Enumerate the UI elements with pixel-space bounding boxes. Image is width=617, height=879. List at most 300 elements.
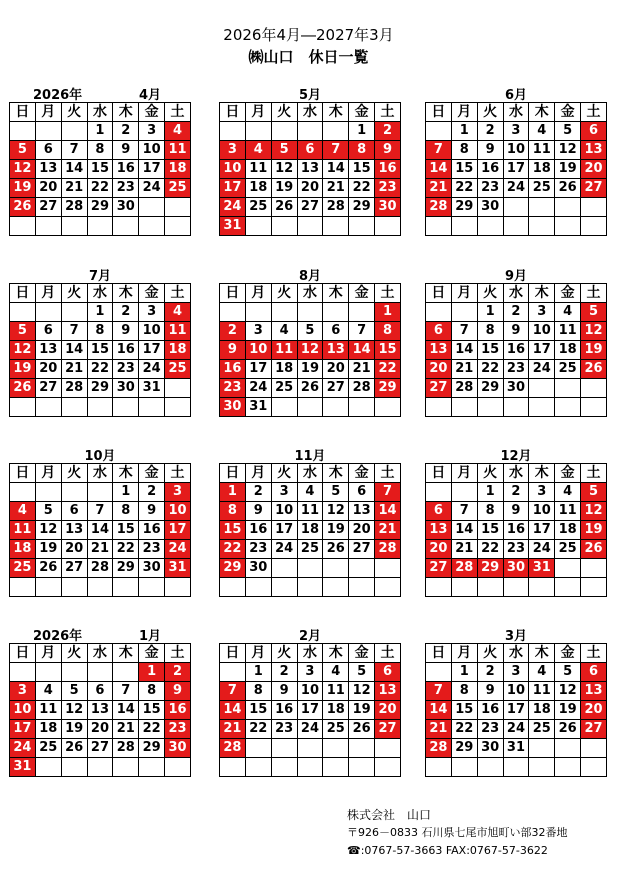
day-cell: 11 bbox=[555, 502, 581, 521]
month-table bbox=[219, 463, 401, 597]
day-cell: 1 bbox=[87, 303, 113, 322]
empty-cell bbox=[323, 122, 349, 141]
empty-cell bbox=[581, 578, 607, 597]
day-cell: 3 bbox=[245, 322, 271, 341]
empty-cell bbox=[245, 122, 271, 141]
day-cell: 14 bbox=[87, 521, 113, 540]
holiday-cell: 12 bbox=[10, 341, 36, 360]
day-cell: 10 bbox=[529, 322, 555, 341]
weekday-header: 木 bbox=[323, 464, 349, 483]
day-cell: 2 bbox=[113, 303, 139, 322]
empty-cell bbox=[35, 483, 61, 502]
month-table bbox=[425, 643, 607, 777]
holiday-cell: 26 bbox=[581, 540, 607, 559]
empty-cell bbox=[35, 663, 61, 682]
empty-cell bbox=[581, 758, 607, 777]
empty-cell bbox=[245, 578, 271, 597]
day-cell: 20 bbox=[297, 179, 323, 198]
empty-cell bbox=[113, 398, 139, 417]
holiday-cell: 1 bbox=[139, 663, 165, 682]
day-cell: 31 bbox=[245, 398, 271, 417]
empty-cell bbox=[503, 578, 529, 597]
holiday-cell: 30 bbox=[165, 739, 191, 758]
day-cell: 10 bbox=[297, 682, 323, 701]
empty-cell bbox=[426, 663, 452, 682]
day-cell: 14 bbox=[451, 521, 477, 540]
empty-cell bbox=[271, 559, 297, 578]
holiday-cell: 19 bbox=[10, 179, 36, 198]
holiday-cell: 11 bbox=[10, 521, 36, 540]
empty-cell bbox=[220, 122, 246, 141]
weekday-header: 水 bbox=[87, 464, 113, 483]
day-cell: 14 bbox=[323, 160, 349, 179]
day-cell: 6 bbox=[349, 483, 375, 502]
day-cell: 9 bbox=[477, 141, 503, 160]
day-cell: 15 bbox=[87, 160, 113, 179]
day-cell: 8 bbox=[87, 322, 113, 341]
day-cell: 4 bbox=[555, 303, 581, 322]
month-calendar bbox=[425, 625, 607, 777]
day-cell: 11 bbox=[35, 701, 61, 720]
day-cell: 30 bbox=[477, 198, 503, 217]
weekday-header: 日 bbox=[220, 103, 246, 122]
holiday-cell: 8 bbox=[220, 502, 246, 521]
empty-cell bbox=[139, 758, 165, 777]
empty-cell bbox=[113, 578, 139, 597]
day-cell: 2 bbox=[113, 122, 139, 141]
day-cell: 3 bbox=[139, 122, 165, 141]
day-cell: 11 bbox=[555, 322, 581, 341]
day-cell: 26 bbox=[349, 720, 375, 739]
holiday-cell: 9 bbox=[220, 341, 246, 360]
weekday-header: 金 bbox=[139, 284, 165, 303]
weekday-header: 月 bbox=[35, 464, 61, 483]
day-cell: 6 bbox=[323, 322, 349, 341]
holiday-cell: 15 bbox=[375, 341, 401, 360]
day-cell: 13 bbox=[349, 502, 375, 521]
empty-cell bbox=[10, 122, 36, 141]
empty-cell bbox=[555, 559, 581, 578]
day-cell: 3 bbox=[271, 483, 297, 502]
month-table bbox=[219, 643, 401, 777]
day-cell: 2 bbox=[139, 483, 165, 502]
holiday-cell: 22 bbox=[220, 540, 246, 559]
empty-cell bbox=[529, 398, 555, 417]
day-cell: 16 bbox=[245, 521, 271, 540]
holiday-cell: 9 bbox=[165, 682, 191, 701]
month-calendar bbox=[425, 265, 607, 417]
day-cell: 8 bbox=[477, 322, 503, 341]
day-cell: 17 bbox=[139, 160, 165, 179]
day-cell: 15 bbox=[87, 341, 113, 360]
weekday-header: 土 bbox=[581, 644, 607, 663]
holiday-cell: 4 bbox=[10, 502, 36, 521]
weekday-header: 土 bbox=[165, 284, 191, 303]
day-cell: 2 bbox=[503, 303, 529, 322]
day-cell: 8 bbox=[87, 141, 113, 160]
day-cell: 24 bbox=[529, 360, 555, 379]
empty-cell bbox=[349, 303, 375, 322]
day-cell: 24 bbox=[503, 179, 529, 198]
holiday-cell: 28 bbox=[220, 739, 246, 758]
empty-cell bbox=[271, 303, 297, 322]
weekday-header: 火 bbox=[61, 103, 87, 122]
empty-cell bbox=[61, 663, 87, 682]
holiday-cell: 16 bbox=[165, 701, 191, 720]
month-header bbox=[9, 625, 191, 643]
weekday-header: 火 bbox=[477, 644, 503, 663]
empty-cell bbox=[220, 663, 246, 682]
day-cell: 16 bbox=[503, 521, 529, 540]
day-cell: 4 bbox=[555, 483, 581, 502]
empty-cell bbox=[451, 303, 477, 322]
weekday-header: 日 bbox=[220, 644, 246, 663]
weekday-header: 水 bbox=[297, 284, 323, 303]
holiday-cell: 6 bbox=[426, 502, 452, 521]
day-cell: 21 bbox=[87, 540, 113, 559]
holiday-cell: 7 bbox=[220, 682, 246, 701]
weekday-header: 土 bbox=[165, 464, 191, 483]
empty-cell bbox=[61, 758, 87, 777]
day-cell: 7 bbox=[451, 502, 477, 521]
day-cell: 22 bbox=[139, 720, 165, 739]
weekday-header: 火 bbox=[477, 103, 503, 122]
weekday-header: 木 bbox=[323, 284, 349, 303]
weekday-header: 火 bbox=[61, 644, 87, 663]
holiday-cell: 2 bbox=[375, 122, 401, 141]
day-cell: 5 bbox=[349, 663, 375, 682]
empty-cell bbox=[555, 758, 581, 777]
weekday-header: 木 bbox=[323, 103, 349, 122]
holiday-cell: 11 bbox=[271, 341, 297, 360]
empty-cell bbox=[87, 758, 113, 777]
day-cell: 28 bbox=[113, 739, 139, 758]
empty-cell bbox=[477, 398, 503, 417]
month-table bbox=[9, 283, 191, 417]
month-table bbox=[9, 463, 191, 597]
day-cell: 29 bbox=[451, 739, 477, 758]
empty-cell bbox=[451, 398, 477, 417]
holiday-cell: 21 bbox=[375, 521, 401, 540]
day-cell: 24 bbox=[139, 360, 165, 379]
holiday-cell: 14 bbox=[426, 160, 452, 179]
empty-cell bbox=[349, 739, 375, 758]
month-label: 3月 bbox=[504, 629, 528, 644]
day-cell: 28 bbox=[61, 198, 87, 217]
month-header bbox=[425, 265, 607, 283]
day-cell: 27 bbox=[297, 198, 323, 217]
holiday-cell: 28 bbox=[451, 559, 477, 578]
day-cell: 22 bbox=[87, 360, 113, 379]
month-label: 5月 bbox=[298, 88, 322, 103]
month-header bbox=[219, 84, 401, 102]
day-cell: 5 bbox=[297, 322, 323, 341]
day-cell: 30 bbox=[113, 379, 139, 398]
empty-cell bbox=[477, 758, 503, 777]
holiday-cell: 23 bbox=[165, 720, 191, 739]
empty-cell bbox=[245, 217, 271, 236]
holiday-cell: 7 bbox=[375, 483, 401, 502]
day-cell: 20 bbox=[35, 360, 61, 379]
weekday-header: 土 bbox=[375, 103, 401, 122]
empty-cell bbox=[529, 217, 555, 236]
month-header bbox=[425, 445, 607, 463]
month-table bbox=[425, 283, 607, 417]
holiday-cell: 14 bbox=[426, 701, 452, 720]
day-cell: 1 bbox=[113, 483, 139, 502]
day-cell: 14 bbox=[61, 160, 87, 179]
day-cell: 21 bbox=[451, 540, 477, 559]
holiday-cell: 19 bbox=[10, 360, 36, 379]
day-cell: 28 bbox=[451, 379, 477, 398]
holiday-cell: 1 bbox=[220, 483, 246, 502]
day-cell: 18 bbox=[323, 701, 349, 720]
day-cell: 19 bbox=[349, 701, 375, 720]
day-cell: 1 bbox=[451, 663, 477, 682]
empty-cell bbox=[451, 578, 477, 597]
holiday-cell: 22 bbox=[375, 360, 401, 379]
holiday-cell: 9 bbox=[375, 141, 401, 160]
day-cell: 16 bbox=[477, 701, 503, 720]
day-cell: 20 bbox=[35, 179, 61, 198]
day-cell: 28 bbox=[349, 379, 375, 398]
empty-cell bbox=[503, 398, 529, 417]
empty-cell bbox=[349, 398, 375, 417]
day-cell: 22 bbox=[245, 720, 271, 739]
day-cell: 23 bbox=[139, 540, 165, 559]
holiday-cell: 24 bbox=[165, 540, 191, 559]
weekday-header: 火 bbox=[271, 284, 297, 303]
empty-cell bbox=[297, 398, 323, 417]
day-cell: 12 bbox=[35, 521, 61, 540]
day-cell: 22 bbox=[477, 360, 503, 379]
weekday-header: 木 bbox=[529, 644, 555, 663]
day-cell: 5 bbox=[323, 483, 349, 502]
empty-cell bbox=[245, 739, 271, 758]
empty-cell bbox=[297, 578, 323, 597]
weekday-header: 金 bbox=[555, 284, 581, 303]
day-cell: 3 bbox=[297, 663, 323, 682]
day-cell: 19 bbox=[555, 701, 581, 720]
day-cell: 10 bbox=[503, 682, 529, 701]
day-cell: 9 bbox=[271, 682, 297, 701]
empty-cell bbox=[375, 739, 401, 758]
empty-cell bbox=[323, 559, 349, 578]
weekday-header: 木 bbox=[529, 464, 555, 483]
day-cell: 9 bbox=[113, 322, 139, 341]
empty-cell bbox=[375, 758, 401, 777]
day-cell: 29 bbox=[87, 379, 113, 398]
empty-cell bbox=[10, 398, 36, 417]
weekday-header: 日 bbox=[426, 644, 452, 663]
empty-cell bbox=[375, 217, 401, 236]
empty-cell bbox=[555, 217, 581, 236]
day-cell: 23 bbox=[477, 179, 503, 198]
month-header bbox=[219, 625, 401, 643]
weekday-header: 土 bbox=[165, 644, 191, 663]
day-cell: 22 bbox=[87, 179, 113, 198]
holiday-cell: 29 bbox=[375, 379, 401, 398]
day-cell: 28 bbox=[323, 198, 349, 217]
weekday-header: 金 bbox=[139, 644, 165, 663]
holiday-cell: 11 bbox=[165, 141, 191, 160]
day-cell: 18 bbox=[245, 179, 271, 198]
day-cell: 1 bbox=[349, 122, 375, 141]
day-cell: 26 bbox=[35, 559, 61, 578]
holiday-cell: 21 bbox=[220, 720, 246, 739]
holiday-cell: 10 bbox=[220, 160, 246, 179]
empty-cell bbox=[297, 303, 323, 322]
day-cell: 10 bbox=[271, 502, 297, 521]
month-calendar bbox=[425, 445, 607, 597]
empty-cell bbox=[35, 758, 61, 777]
weekday-header: 月 bbox=[451, 284, 477, 303]
holiday-cell: 6 bbox=[581, 663, 607, 682]
day-cell: 9 bbox=[139, 502, 165, 521]
empty-cell bbox=[10, 303, 36, 322]
empty-cell bbox=[87, 663, 113, 682]
day-cell: 24 bbox=[503, 720, 529, 739]
day-cell: 23 bbox=[245, 540, 271, 559]
weekday-header: 日 bbox=[426, 103, 452, 122]
weekday-header: 火 bbox=[271, 103, 297, 122]
day-cell: 29 bbox=[477, 379, 503, 398]
day-cell: 30 bbox=[113, 198, 139, 217]
day-cell: 18 bbox=[529, 701, 555, 720]
empty-cell bbox=[165, 217, 191, 236]
day-cell: 3 bbox=[503, 663, 529, 682]
holiday-cell: 2 bbox=[165, 663, 191, 682]
weekday-header: 水 bbox=[87, 103, 113, 122]
holiday-cell: 28 bbox=[426, 739, 452, 758]
holiday-cell: 18 bbox=[165, 341, 191, 360]
weekday-header: 水 bbox=[503, 644, 529, 663]
weekday-header: 金 bbox=[349, 464, 375, 483]
empty-cell bbox=[297, 122, 323, 141]
empty-cell bbox=[271, 739, 297, 758]
month-header bbox=[219, 265, 401, 283]
weekday-header: 木 bbox=[323, 644, 349, 663]
empty-cell bbox=[271, 398, 297, 417]
day-cell: 27 bbox=[349, 540, 375, 559]
empty-cell bbox=[503, 217, 529, 236]
day-cell: 7 bbox=[451, 322, 477, 341]
empty-cell bbox=[297, 217, 323, 236]
day-cell: 18 bbox=[297, 521, 323, 540]
empty-cell bbox=[426, 303, 452, 322]
holiday-cell: 20 bbox=[426, 540, 452, 559]
day-cell: 27 bbox=[61, 559, 87, 578]
holiday-cell: 31 bbox=[529, 559, 555, 578]
holiday-cell: 13 bbox=[581, 141, 607, 160]
holiday-cell: 26 bbox=[10, 198, 36, 217]
weekday-header: 金 bbox=[349, 644, 375, 663]
holiday-cell: 1 bbox=[375, 303, 401, 322]
empty-cell bbox=[477, 578, 503, 597]
holiday-cell: 26 bbox=[581, 360, 607, 379]
weekday-header: 水 bbox=[503, 464, 529, 483]
weekday-header: 土 bbox=[581, 284, 607, 303]
month-label: 8月 bbox=[298, 269, 322, 284]
day-cell: 1 bbox=[477, 483, 503, 502]
empty-cell bbox=[349, 758, 375, 777]
holiday-cell: 5 bbox=[271, 141, 297, 160]
holiday-cell: 5 bbox=[581, 303, 607, 322]
holiday-cell: 10 bbox=[10, 701, 36, 720]
empty-cell bbox=[271, 758, 297, 777]
day-cell: 22 bbox=[451, 720, 477, 739]
month-calendar bbox=[219, 265, 401, 417]
day-cell: 24 bbox=[139, 179, 165, 198]
day-cell: 24 bbox=[529, 540, 555, 559]
empty-cell bbox=[10, 483, 36, 502]
day-cell: 4 bbox=[323, 663, 349, 682]
weekday-header: 金 bbox=[555, 644, 581, 663]
day-cell: 3 bbox=[503, 122, 529, 141]
holiday-cell: 20 bbox=[581, 160, 607, 179]
empty-cell bbox=[61, 398, 87, 417]
day-cell: 18 bbox=[271, 360, 297, 379]
weekday-header: 日 bbox=[10, 103, 36, 122]
weekday-header: 金 bbox=[555, 103, 581, 122]
day-cell: 23 bbox=[477, 720, 503, 739]
weekday-header: 日 bbox=[10, 464, 36, 483]
empty-cell bbox=[555, 578, 581, 597]
empty-cell bbox=[477, 217, 503, 236]
holiday-cell: 6 bbox=[581, 122, 607, 141]
weekday-header: 日 bbox=[426, 464, 452, 483]
month-calendar bbox=[219, 84, 401, 236]
weekday-header: 月 bbox=[35, 644, 61, 663]
holiday-cell: 31 bbox=[10, 758, 36, 777]
day-cell: 21 bbox=[349, 360, 375, 379]
empty-cell bbox=[529, 578, 555, 597]
day-cell: 22 bbox=[349, 179, 375, 198]
day-cell: 23 bbox=[503, 540, 529, 559]
day-cell: 17 bbox=[529, 341, 555, 360]
day-cell: 15 bbox=[139, 701, 165, 720]
empty-cell bbox=[555, 198, 581, 217]
empty-cell bbox=[581, 379, 607, 398]
day-cell: 7 bbox=[61, 322, 87, 341]
holiday-cell: 29 bbox=[477, 559, 503, 578]
day-cell: 8 bbox=[477, 502, 503, 521]
day-cell: 8 bbox=[245, 682, 271, 701]
day-cell: 9 bbox=[245, 502, 271, 521]
day-cell: 2 bbox=[271, 663, 297, 682]
holiday-cell: 3 bbox=[165, 483, 191, 502]
empty-cell bbox=[581, 217, 607, 236]
day-cell: 4 bbox=[271, 322, 297, 341]
holiday-cell: 28 bbox=[375, 540, 401, 559]
holiday-cell: 3 bbox=[220, 141, 246, 160]
holiday-cell: 16 bbox=[375, 160, 401, 179]
day-cell: 23 bbox=[271, 720, 297, 739]
day-cell: 12 bbox=[323, 502, 349, 521]
empty-cell bbox=[503, 758, 529, 777]
holiday-cell: 17 bbox=[220, 179, 246, 198]
empty-cell bbox=[349, 559, 375, 578]
weekday-header: 水 bbox=[297, 103, 323, 122]
day-cell: 26 bbox=[271, 198, 297, 217]
day-cell: 24 bbox=[245, 379, 271, 398]
empty-cell bbox=[61, 217, 87, 236]
day-cell: 15 bbox=[349, 160, 375, 179]
day-cell: 11 bbox=[529, 682, 555, 701]
day-cell: 2 bbox=[245, 483, 271, 502]
day-cell: 27 bbox=[323, 379, 349, 398]
holiday-cell: 18 bbox=[165, 160, 191, 179]
